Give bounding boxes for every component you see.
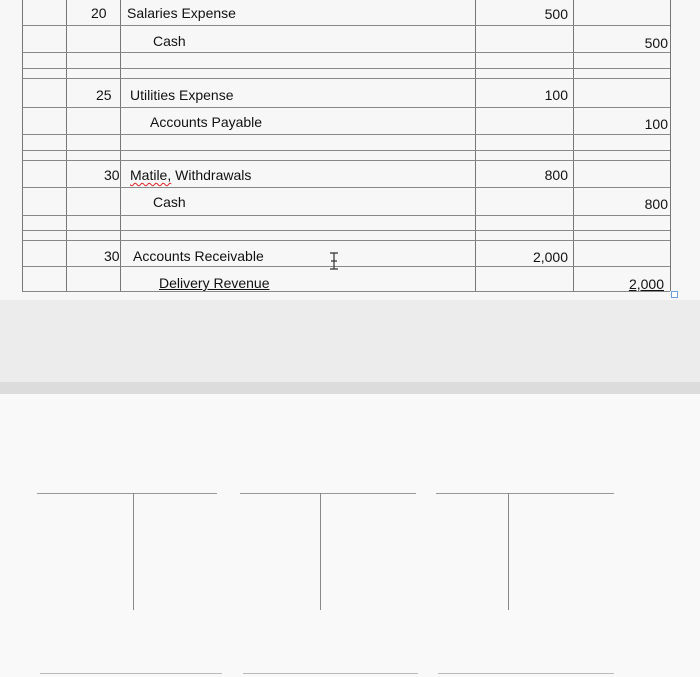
- grid-line: [120, 0, 121, 291]
- credit-amount[interactable]: 100: [644, 116, 668, 132]
- grid-line: [22, 134, 670, 135]
- debit-account[interactable]: Salaries Expense: [127, 5, 236, 21]
- t-accounts-area: [0, 394, 700, 677]
- grid-line: [22, 25, 670, 26]
- section-divider: [0, 382, 700, 394]
- credit-account[interactable]: Cash: [153, 194, 186, 210]
- t-account-top-line[interactable]: [37, 493, 217, 494]
- entry-day: 20: [91, 5, 107, 21]
- grid-line: [22, 107, 670, 108]
- t-account-top-line[interactable]: [40, 673, 222, 674]
- debit-account[interactable]: Utilities Expense: [130, 87, 234, 103]
- grid-line: [66, 0, 67, 291]
- t-account-top-line[interactable]: [436, 493, 614, 494]
- debit-amount[interactable]: 100: [544, 87, 568, 103]
- grid-line: [22, 150, 670, 151]
- grid-line: [22, 240, 670, 241]
- credit-account[interactable]: Cash: [153, 33, 186, 49]
- background-gap: [0, 300, 700, 382]
- entry-day: 30: [104, 167, 120, 183]
- debit-amount[interactable]: 500: [544, 6, 568, 22]
- t-account-stem: [508, 493, 509, 610]
- grid-line: [22, 230, 670, 231]
- grid-line: [22, 160, 670, 161]
- credit-account[interactable]: Delivery Revenue: [159, 275, 270, 291]
- grid-line: [22, 187, 670, 188]
- journal-table: [0, 0, 700, 300]
- t-account-top-line[interactable]: [438, 673, 614, 674]
- grid-line: [22, 52, 670, 53]
- grid-line: [22, 291, 670, 292]
- t-account-stem: [133, 493, 134, 610]
- grid-line: [22, 266, 670, 267]
- credit-account[interactable]: Accounts Payable: [150, 114, 263, 130]
- grid-line: [22, 0, 23, 291]
- debit-amount[interactable]: 800: [544, 167, 568, 183]
- spellcheck-word: Matile,: [130, 167, 172, 183]
- credit-amount[interactable]: 500: [644, 35, 668, 51]
- grid-line: [475, 0, 476, 291]
- credit-amount[interactable]: 2,000: [628, 276, 664, 292]
- grid-line: [670, 0, 671, 291]
- grid-line: [22, 78, 670, 79]
- debit-account-rest: Withdrawals: [171, 167, 252, 183]
- t-account-stem: [320, 493, 321, 610]
- grid-line: [22, 68, 670, 69]
- credit-amount[interactable]: 800: [644, 196, 668, 212]
- entry-day: 30: [104, 248, 120, 264]
- debit-amount[interactable]: 2,000: [532, 249, 568, 265]
- entry-day: 25: [96, 87, 112, 103]
- grid-line: [573, 0, 574, 291]
- grid-line: [22, 215, 670, 216]
- resize-handle-icon[interactable]: [671, 291, 678, 298]
- t-account-top-line[interactable]: [243, 673, 418, 674]
- debit-account[interactable]: Accounts Receivable: [133, 248, 264, 264]
- debit-account[interactable]: [130, 167, 251, 183]
- text-cursor-icon: [328, 252, 340, 270]
- t-account-top-line[interactable]: [240, 493, 416, 494]
